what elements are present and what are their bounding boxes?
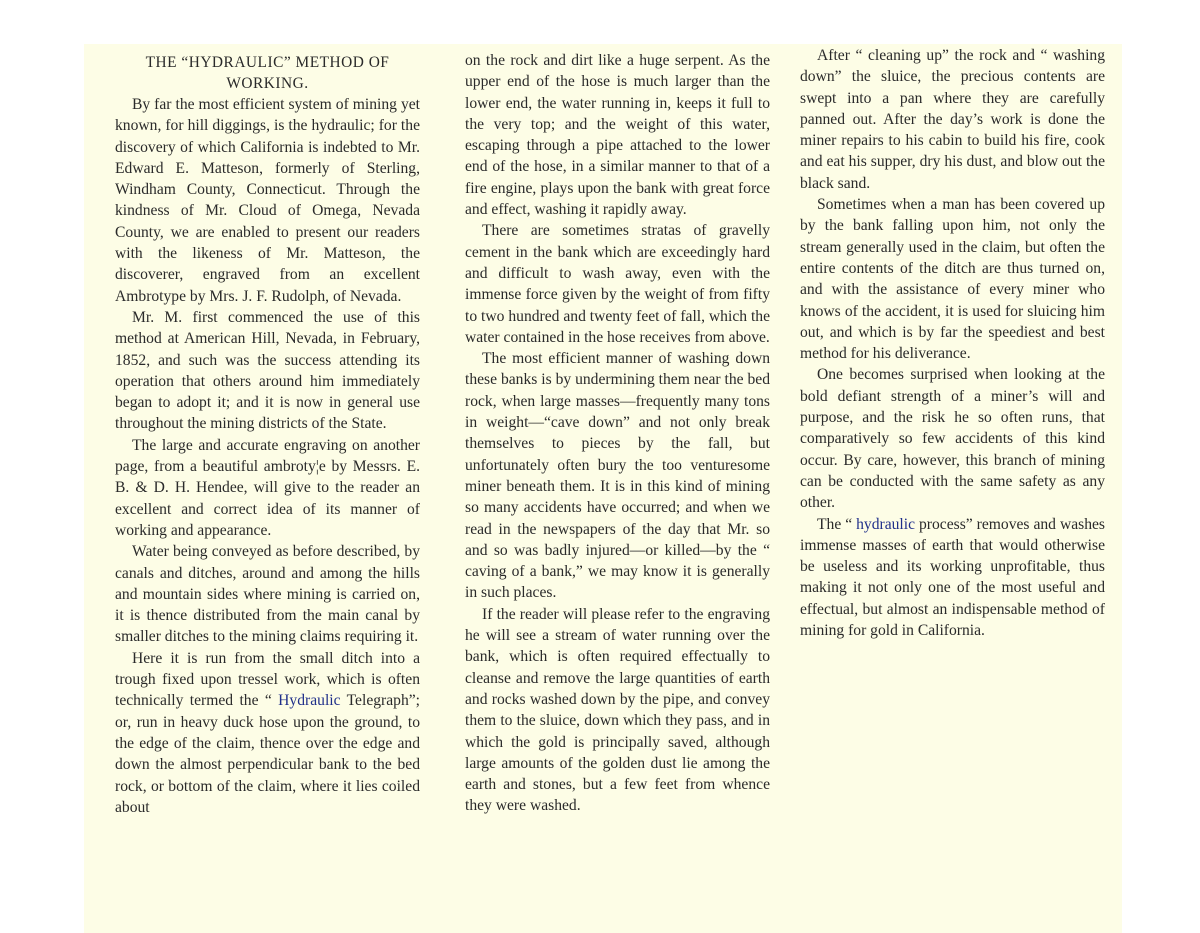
paragraph: By far the most efficient system of mining yet known, for hill diggings, is the hydraulic; for the discovery of which California is indebted to Mr. Edward E. Matteson, formerly of Sterling, Windham County, Connecticut. Through the kindness of Mr. Cloud of Omega, Nevada County, we are enabled to present our readers with the likeness of Mr. Matteson, the discoverer, engraved from an excellent Ambrotype by Mrs. J. F. Rudolph, of Nevada. — [115, 96, 420, 305]
paragraph: If the reader will please refer to the engraving he will see a stream of water running over the bank, which is often required effectually to cleanse and remove the large quantities of earth and rocks washed down by the pipe, and convey them to the sluice, down which they pass, and in which the gold is principally saved, although large amounts of the golden dust lie among the earth and stones, but a few feet from whence they were washed. — [465, 605, 770, 815]
paragraph: The most efficient manner of washing down these banks is by undermining them near the bed rock, when large masses—frequently many tons in weight—“cave down” and not only break themselves to pieces by the fall, but unfortunately often bury the too venturesome miner beneath them. It is in this kind of mining so many accidents have occurred; and when we read in the newspapers of the day that Mr. so and so was badly injured—or killed—by the “ caving of a bank,” we may know it is generally in such places. — [465, 350, 770, 602]
title-line-2: WORKING. — [226, 75, 309, 92]
paragraph: One becomes surprised when looking at the bold defiant strength of a miner’s will and purpose, and the risk he so often runs, that comparatively so few accidents of this kind occur. By care, however, this branch of mining can be conducted with the same safety as any other. — [800, 366, 1105, 512]
scanned-article — [84, 44, 1122, 933]
title-line-1: THE “HYDRAULIC” METHOD OF — [145, 54, 390, 71]
paragraph-text: Telegraph”; or, run in heavy duck hose upon the ground, to the edge of the claim, thence over the edge and down the almost perpendicular bank to the bed rock, or bottom of the claim, where it lies coiled about — [115, 692, 420, 816]
paragraph-text: process” removes and washes immense masses of earth that would otherwise be useless and its working unprofitable, thus making it not only one of the most useful and effectual, but almost an indispensable method of mining for gold in California. — [800, 515, 1105, 640]
paragraph-continued: on the rock and dirt like a huge serpent. As the upper end of the hose is much larger than the lower end, the water running in, keeps it full to the very top; and the weight of this water, escaping through a pipe attached to the lower end of the hose, in a similar manner to that of a fire engine, plays upon the bank with great force and effect, washing it rapidly away. — [465, 52, 770, 219]
paragraph: After “ cleaning up” the rock and “ washing down” the sluice, the precious contents are swept into a pan where they are carefully panned out. After the day’s work is done the miner repairs to his cabin to build his fire, cook and eat his supper, dry his dust, and blow out the black sand. — [800, 47, 1105, 192]
article-title — [115, 52, 420, 94]
paragraph-text: Here it is run from the small ditch into a trough fixed upon tressel work, which is often technically termed the “ — [115, 649, 420, 710]
paragraph: The large and accurate engraving on another page, from a beautiful ambroty¦e by Messrs. E. B. & D. H. Hendee, will give to the reader an excellent and correct idea of its manner of working and appearance. — [115, 436, 420, 539]
paragraph: Water being conveyed as before described, by canals and ditches, around and among the hills and mountain sides where mining is carried on, it is thence distributed from the main canal by smaller ditches to the mining claims requiring it. — [115, 543, 420, 646]
highlighted-word: Hydraulic — [278, 692, 341, 710]
article-column-2 — [465, 50, 770, 817]
paragraph — [800, 514, 1105, 642]
paragraph: Mr. M. first commenced the use of this method at American Hill, Nevada, in February, 1852, and such was the success attending its operation that others around him immediately began to adopt it; and it is now in general use throughout the mining districts of the State. — [115, 308, 420, 433]
highlighted-word: hydraulic — [856, 515, 916, 533]
paragraph-text: The “ — [817, 515, 857, 533]
paragraph: Sometimes when a man has been covered up by the bank falling upon him, not only the stream generally used in the claim, but often the entire contents of the ditch are thus turned on, and with the assistance of every miner who knows of the accident, it is used for sluicing him out, and which is by far the speediest and best method for his deliverance. — [800, 196, 1105, 363]
paragraph — [115, 648, 420, 818]
article-column-1 — [115, 52, 420, 818]
paragraph: There are sometimes stratas of gravelly cement in the bank which are exceedingly hard and difficult to wash away, even with the immense force given by the weight of from fifty to two hundred and twenty feet of fall, which the water contained in the hose receives from above. — [465, 222, 770, 346]
article-column-3 — [800, 45, 1105, 641]
